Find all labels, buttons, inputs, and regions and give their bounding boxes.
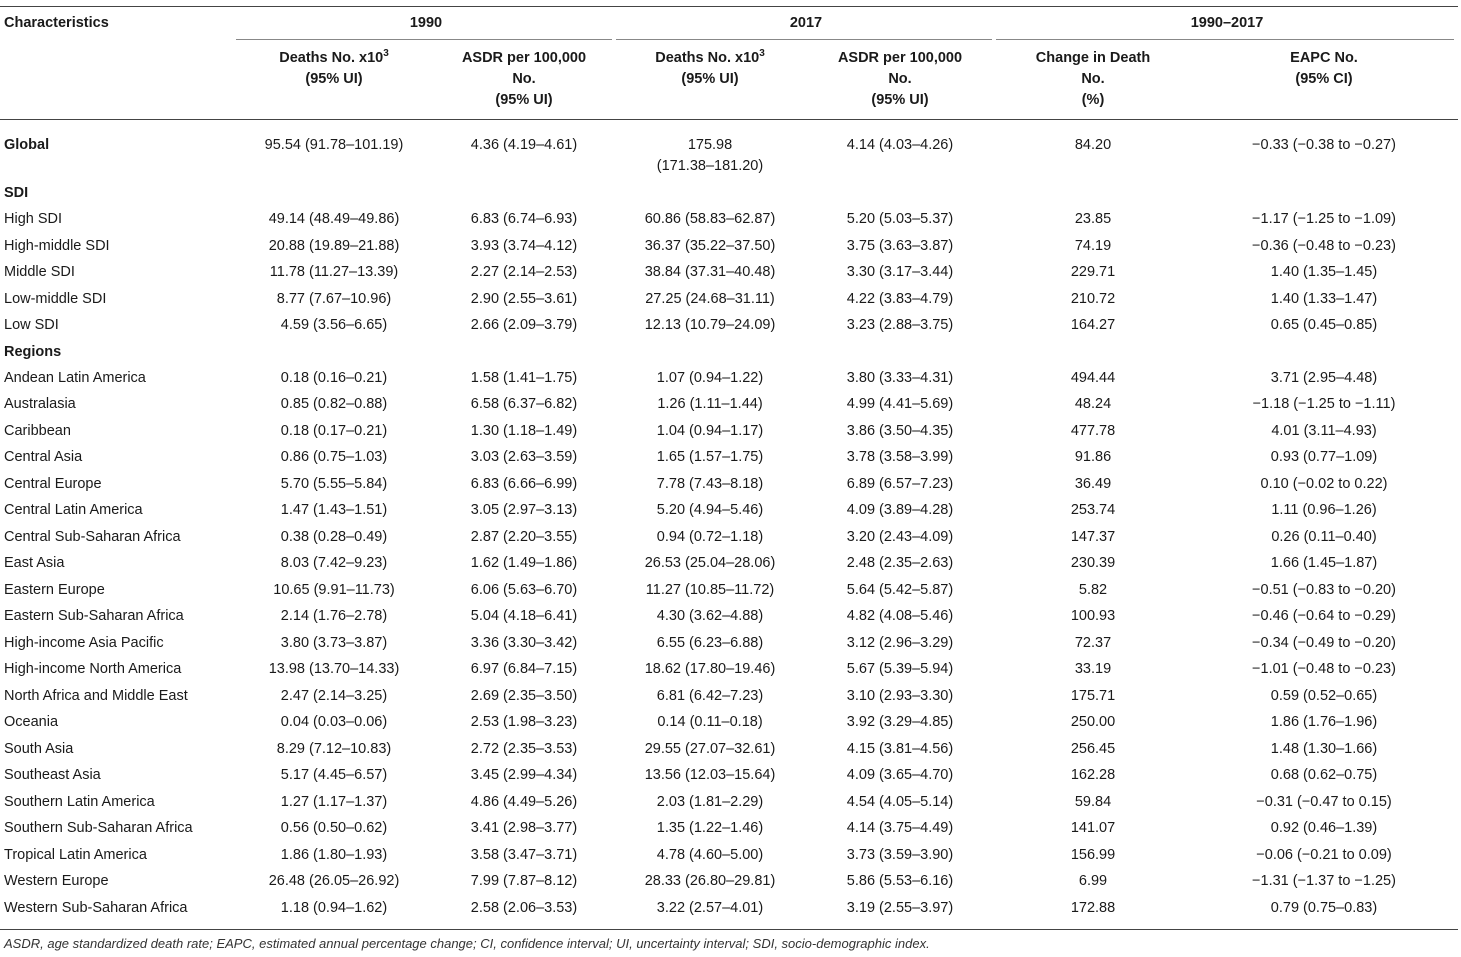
cell-eapc: 0.10 (−0.02 to 0.22) — [1260, 475, 1388, 492]
table-row — [0, 259, 1458, 286]
row-label: Middle SDI — [4, 264, 75, 280]
row-label: Andean Latin America — [4, 369, 146, 386]
table-row — [0, 286, 1458, 313]
cell-asdr-1990: 2.90 (2.55–3.61) — [470, 290, 578, 307]
table-row — [0, 206, 1458, 233]
cell-asdr-2017: 3.20 (2.43–4.09) — [846, 528, 954, 545]
cell-change: 156.99 — [1070, 846, 1116, 863]
cell-deaths-1990: 0.18 (0.17–0.21) — [280, 422, 388, 439]
row-label: Tropical Latin America — [4, 846, 147, 863]
cell-deaths-1990: 5.70 (5.55–5.84) — [280, 475, 388, 492]
subheader-change-line2: No. — [1081, 71, 1105, 87]
cell-change: 162.28 — [1070, 767, 1116, 783]
cell-deaths-2017: 1.26 (1.11–1.44) — [657, 396, 763, 412]
cell-deaths-1990: 26.48 (26.05–26.92) — [268, 873, 400, 889]
subheader-asdr-2017-line3: (95% UI) — [871, 92, 929, 108]
table-row — [0, 524, 1458, 551]
cell-asdr-2017: 3.12 (2.96–3.29) — [846, 634, 954, 651]
cell-change: 36.49 — [1074, 475, 1112, 492]
cell-eapc: 0.92 (0.46–1.39) — [1270, 820, 1378, 836]
cell-eapc: −1.18 (−1.25 to −1.11) — [1252, 396, 1396, 412]
cell-deaths-2017: 13.56 (12.03–15.64) — [644, 767, 776, 783]
row-label: Oceania — [4, 714, 59, 730]
cell-deaths-1990: 3.80 (3.73–3.87) — [280, 634, 388, 651]
row-label: North Africa and Middle East — [4, 687, 188, 704]
cell-asdr-1990: 4.36 (4.19–4.61) — [470, 137, 578, 153]
cell-deaths-2017: 26.53 (25.04–28.06) — [644, 555, 776, 571]
cell-eapc: 3.71 (2.95–4.48) — [1270, 369, 1378, 386]
header-1990-2017: 1990–2017 — [996, 7, 1458, 40]
table-row — [0, 418, 1458, 445]
cell-deaths-1990: 20.88 (19.89–21.88) — [268, 237, 400, 254]
cell-deaths-2017: 60.86 (58.83–62.87) — [644, 211, 776, 227]
cell-deaths-2017-value: 175.98 — [687, 137, 733, 153]
cell-eapc: 0.26 (0.11–0.40) — [1271, 528, 1377, 545]
cell-change: 253.74 — [1070, 502, 1116, 518]
table-row — [0, 233, 1458, 260]
row-label: Australasia — [4, 396, 76, 412]
cell-eapc: 1.48 (1.30–1.66) — [1270, 740, 1378, 757]
cell-change: 210.72 — [1070, 290, 1116, 307]
cell-deaths-1990: 1.47 (1.43–1.51) — [280, 502, 388, 518]
cell-deaths-2017: 3.22 (2.57–4.01) — [656, 899, 764, 916]
cell-asdr-1990: 1.58 (1.41–1.75) — [470, 369, 578, 386]
cell-deaths-1990: 0.18 (0.16–0.21) — [280, 369, 388, 386]
cell-asdr-1990: 3.58 (3.47–3.71) — [470, 846, 578, 863]
cell-eapc: 0.65 (0.45–0.85) — [1270, 317, 1378, 333]
cell-change: 175.71 — [1070, 687, 1116, 704]
cell-asdr-2017: 6.89 (6.57–7.23) — [846, 475, 954, 492]
cell-deaths-1990: 0.56 (0.50–0.62) — [280, 820, 388, 836]
cell-asdr-2017: 4.54 (4.05–5.14) — [846, 793, 954, 810]
cell-change: 477.78 — [1070, 422, 1116, 439]
row-label: Caribbean — [4, 422, 71, 439]
cell-asdr-1990: 2.53 (1.98–3.23) — [470, 714, 578, 730]
cell-asdr-2017: 3.73 (3.59–3.90) — [846, 846, 954, 863]
row-label: Low SDI — [4, 317, 59, 333]
cell-asdr-1990: 5.04 (4.18–6.41) — [470, 608, 578, 624]
cell-deaths-2017: 27.25 (24.68–31.11) — [645, 290, 775, 307]
row-label: Southern Latin America — [4, 793, 155, 810]
cell-asdr-2017: 5.86 (5.53–6.16) — [846, 873, 954, 889]
cell-asdr-2017: 4.82 (4.08–5.46) — [846, 608, 954, 624]
cell-asdr-2017: 4.09 (3.89–4.28) — [846, 502, 954, 518]
cell-eapc: 1.40 (1.33–1.47) — [1270, 290, 1378, 307]
subheader-deaths-2017 — [616, 40, 804, 119]
cell-change: 141.07 — [1070, 820, 1116, 836]
cell-deaths-1990: 0.85 (0.82–0.88) — [280, 396, 388, 412]
cell-deaths-2017: 1.07 (0.94–1.22) — [656, 369, 764, 386]
table-row — [0, 391, 1458, 418]
cell-change: 72.37 — [1074, 634, 1112, 651]
subheader-eapc — [1190, 40, 1458, 119]
cell-asdr-1990: 6.83 (6.66–6.99) — [470, 475, 578, 492]
row-label: Western Europe — [4, 873, 109, 889]
cell-asdr-2017: 4.14 (4.03–4.26) — [846, 137, 954, 153]
cell-deaths-2017: 38.84 (37.31–40.48) — [644, 264, 776, 280]
cell-deaths-1990: 11.78 (11.27–13.39) — [269, 264, 399, 280]
cell-eapc: −1.01 (−0.48 to −0.23) — [1252, 661, 1396, 677]
subheader-deaths-1990-line2: (95% UI) — [305, 71, 363, 87]
cell-change: 5.82 — [1078, 581, 1108, 598]
subheader-deaths-2017-sup: 3 — [759, 48, 765, 60]
cell-asdr-1990: 2.66 (2.09–3.79) — [470, 317, 578, 333]
cell-deaths-1990: 13.98 (13.70–14.33) — [268, 661, 400, 677]
cell-asdr-1990: 2.58 (2.06–3.53) — [470, 899, 578, 916]
cell-change: 230.39 — [1070, 555, 1116, 571]
subheader-change — [996, 40, 1190, 119]
cell-deaths-1990: 8.77 (7.67–10.96) — [276, 290, 392, 307]
section-sdi — [0, 180, 1458, 206]
cell-deaths-2017: 1.65 (1.57–1.75) — [656, 449, 764, 465]
header-characteristics: Characteristics — [4, 15, 109, 31]
cell-eapc: −1.17 (−1.25 to −1.09) — [1252, 211, 1396, 227]
cell-deaths-1990: 0.86 (0.75–1.03) — [280, 449, 388, 465]
row-label: Central Latin America — [4, 502, 143, 518]
section-label-sdi: SDI — [4, 185, 29, 201]
cell-deaths-2017 — [616, 132, 804, 180]
header-1990: 1990 — [236, 7, 616, 40]
table-row — [0, 842, 1458, 869]
table-row — [0, 789, 1458, 816]
cell-deaths-1990: 1.86 (1.80–1.93) — [280, 846, 388, 863]
cell-deaths-2017: 36.37 (35.22–37.50) — [644, 237, 776, 254]
cell-deaths-1990: 49.14 (48.49–49.86) — [268, 211, 400, 227]
cell-deaths-2017: 12.13 (10.79–24.09) — [644, 317, 776, 333]
cell-asdr-1990: 3.03 (2.63–3.59) — [470, 449, 578, 465]
cell-asdr-1990: 4.86 (4.49–5.26) — [470, 793, 578, 810]
table-row — [0, 815, 1458, 842]
cell-deaths-2017: 28.33 (26.80–29.81) — [644, 873, 776, 889]
table-row — [0, 683, 1458, 710]
cell-change: 59.84 — [1074, 793, 1112, 810]
data-table — [0, 6, 1458, 930]
table-row — [0, 577, 1458, 604]
cell-eapc: −0.31 (−0.47 to 0.15) — [1256, 793, 1392, 810]
cell-eapc: 1.86 (1.76–1.96) — [1270, 714, 1378, 730]
cell-asdr-2017: 3.75 (3.63–3.87) — [846, 237, 954, 254]
cell-eapc: −0.36 (−0.48 to −0.23) — [1252, 237, 1396, 254]
row-label: Western Sub-Saharan Africa — [4, 899, 188, 916]
subheader-asdr-2017-line2: No. — [888, 71, 912, 87]
cell-change: 147.37 — [1070, 528, 1116, 545]
row-label: Central Asia — [4, 449, 83, 465]
row-label: East Asia — [4, 555, 65, 571]
row-label: High SDI — [4, 211, 63, 227]
cell-change: 23.85 — [1074, 211, 1112, 227]
cell-asdr-2017: 4.14 (3.75–4.49) — [846, 820, 954, 836]
cell-asdr-1990: 3.45 (2.99–4.34) — [470, 767, 578, 783]
cell-deaths-1990: 1.27 (1.17–1.37) — [280, 793, 388, 810]
cell-asdr-1990: 1.62 (1.49–1.86) — [470, 555, 578, 571]
cell-change: 229.71 — [1070, 264, 1116, 280]
row-label: High-income Asia Pacific — [4, 634, 164, 651]
row-label: Southeast Asia — [4, 767, 101, 783]
cell-change: 6.99 — [1078, 873, 1108, 889]
cell-asdr-1990: 6.83 (6.74–6.93) — [470, 211, 578, 227]
cell-deaths-1990: 8.03 (7.42–9.23) — [280, 555, 388, 571]
cell-asdr-2017: 5.64 (5.42–5.87) — [846, 581, 954, 598]
row-label: Low-middle SDI — [4, 290, 107, 307]
cell-asdr-2017: 3.10 (2.93–3.30) — [846, 687, 954, 704]
cell-deaths-1990: 95.54 (91.78–101.19) — [264, 137, 404, 153]
cell-change: 48.24 — [1074, 396, 1112, 412]
subheader-eapc-line2: (95% CI) — [1295, 71, 1353, 87]
cell-deaths-1990: 8.29 (7.12–10.83) — [276, 740, 392, 757]
subheader-deaths-2017-line1: Deaths No. x10 — [655, 50, 760, 66]
cell-deaths-2017: 4.78 (4.60–5.00) — [656, 846, 764, 863]
cell-change: 100.93 — [1070, 608, 1116, 624]
cell-deaths-1990: 2.14 (1.76–2.78) — [280, 608, 388, 624]
subheader-asdr-1990 — [432, 40, 616, 119]
table-row — [0, 736, 1458, 763]
cell-asdr-2017: 4.22 (3.83–4.79) — [846, 290, 954, 307]
cell-asdr-1990: 2.27 (2.14–2.53) — [470, 264, 578, 280]
cell-asdr-1990: 6.58 (6.37–6.82) — [470, 396, 578, 412]
subheader-asdr-1990-line3: (95% UI) — [495, 92, 553, 108]
table-row — [0, 365, 1458, 392]
subheader-asdr-1990-line1: ASDR per 100,000 — [461, 50, 587, 66]
row-label: High-middle SDI — [4, 237, 110, 254]
cell-deaths-2017-ui: (171.38–181.20) — [656, 158, 764, 174]
cell-eapc: 0.93 (0.77–1.09) — [1270, 449, 1378, 465]
cell-deaths-2017: 0.14 (0.11–0.18) — [657, 714, 763, 730]
table-row — [0, 656, 1458, 683]
cell-asdr-2017: 5.20 (5.03–5.37) — [846, 211, 954, 227]
cell-deaths-1990: 10.65 (9.91–11.73) — [273, 581, 395, 598]
cell-eapc: 0.59 (0.52–0.65) — [1270, 687, 1378, 704]
cell-asdr-1990: 3.36 (3.30–3.42) — [470, 634, 578, 651]
cell-deaths-2017: 2.03 (1.81–2.29) — [656, 793, 764, 810]
cell-asdr-1990: 2.69 (2.35–3.50) — [470, 687, 578, 704]
cell-change: 91.86 — [1074, 449, 1112, 465]
cell-asdr-1990: 2.72 (2.35–3.53) — [470, 740, 578, 757]
cell-asdr-2017: 3.23 (2.88–3.75) — [846, 317, 954, 333]
cell-change: 74.19 — [1074, 237, 1112, 254]
cell-asdr-1990: 3.93 (3.74–4.12) — [470, 237, 578, 254]
cell-asdr-1990: 7.99 (7.87–8.12) — [470, 873, 578, 889]
cell-asdr-2017: 2.48 (2.35–2.63) — [846, 555, 954, 571]
cell-eapc: −1.31 (−1.37 to −1.25) — [1252, 873, 1396, 889]
cell-asdr-1990: 3.05 (2.97–3.13) — [470, 502, 578, 518]
cell-deaths-2017: 0.94 (0.72–1.18) — [656, 528, 764, 545]
subheader-deaths-1990 — [236, 40, 432, 119]
table-row — [0, 312, 1458, 339]
table-row — [0, 895, 1458, 922]
cell-asdr-1990: 3.41 (2.98–3.77) — [470, 820, 578, 836]
cell-eapc: −0.06 (−0.21 to 0.09) — [1256, 846, 1392, 863]
subheader-empty — [0, 40, 236, 119]
cell-deaths-1990: 4.59 (3.56–6.65) — [280, 317, 388, 333]
cell-change: 84.20 — [1074, 137, 1112, 153]
cell-eapc: −0.34 (−0.49 to −0.20) — [1252, 634, 1396, 651]
subheader-deaths-2017-line2: (95% UI) — [681, 71, 739, 87]
cell-deaths-1990: 2.47 (2.14–3.25) — [280, 687, 388, 704]
cell-change: 256.45 — [1070, 740, 1116, 757]
section-regions — [0, 339, 1458, 365]
cell-eapc: 1.66 (1.45–1.87) — [1270, 555, 1378, 571]
subheader-asdr-2017 — [804, 40, 996, 119]
subheader-asdr-2017-line1: ASDR per 100,000 — [837, 50, 963, 66]
subheader-asdr-1990-line2: No. — [512, 71, 536, 87]
cell-deaths-2017: 1.04 (0.94–1.17) — [656, 422, 764, 439]
cell-deaths-2017: 6.81 (6.42–7.23) — [656, 687, 764, 704]
cell-asdr-1990: 6.06 (5.63–6.70) — [470, 581, 578, 598]
cell-asdr-2017: 3.19 (2.55–3.97) — [846, 899, 954, 916]
table-row — [0, 709, 1458, 736]
table-row — [0, 868, 1458, 895]
cell-eapc: −0.46 (−0.64 to −0.29) — [1252, 608, 1396, 624]
cell-asdr-2017: 5.67 (5.39–5.94) — [846, 661, 954, 677]
table-row-global — [0, 132, 1458, 180]
cell-deaths-2017: 7.78 (7.43–8.18) — [656, 475, 764, 492]
row-label: Eastern Europe — [4, 581, 105, 598]
cell-asdr-2017: 3.86 (3.50–4.35) — [846, 422, 954, 439]
cell-eapc: −0.51 (−0.83 to −0.20) — [1252, 581, 1396, 598]
cell-deaths-2017: 5.20 (4.94–5.46) — [656, 502, 764, 518]
cell-deaths-1990: 0.38 (0.28–0.49) — [280, 528, 388, 545]
subheader-deaths-1990-sup: 3 — [383, 48, 389, 60]
cell-change: 164.27 — [1070, 317, 1116, 333]
cell-change: 250.00 — [1070, 714, 1116, 730]
row-label: Central Sub-Saharan Africa — [4, 528, 181, 545]
cell-deaths-2017: 11.27 (10.85–11.72) — [645, 581, 775, 598]
cell-deaths-2017: 1.35 (1.22–1.46) — [656, 820, 764, 836]
cell-change: 33.19 — [1074, 661, 1112, 677]
cell-deaths-1990: 1.18 (0.94–1.62) — [280, 899, 388, 916]
cell-eapc: 1.40 (1.35–1.45) — [1270, 264, 1378, 280]
cell-asdr-2017: 4.15 (3.81–4.56) — [846, 740, 954, 757]
row-label: Eastern Sub-Saharan Africa — [4, 608, 184, 624]
row-label: South Asia — [4, 740, 74, 757]
cell-asdr-2017: 3.30 (3.17–3.44) — [846, 264, 954, 280]
cell-deaths-2017: 18.62 (17.80–19.46) — [644, 661, 776, 677]
cell-deaths-2017: 4.30 (3.62–4.88) — [656, 608, 764, 624]
cell-change: 494.44 — [1070, 369, 1116, 386]
cell-eapc: −0.33 (−0.38 to −0.27) — [1252, 137, 1396, 153]
subheader-change-line3: (%) — [1081, 92, 1105, 108]
subheader-change-line1: Change in Death — [1035, 50, 1151, 66]
table-row — [0, 497, 1458, 524]
row-label: Central Europe — [4, 475, 102, 492]
table-footnote: ASDR, age standardized death rate; EAPC, estimated annual percentage change; CI, confidence interval; UI, uncertainty interval; SDI, socio-demographic index. — [4, 936, 930, 951]
cell-asdr-2017: 3.80 (3.33–4.31) — [846, 369, 954, 386]
row-label: High-income North America — [4, 661, 182, 677]
subheader-eapc-line1: EAPC No. — [1290, 50, 1358, 66]
cell-asdr-1990: 1.30 (1.18–1.49) — [470, 422, 578, 439]
row-label: Southern Sub-Saharan Africa — [4, 820, 193, 836]
cell-asdr-2017: 4.09 (3.65–4.70) — [846, 767, 954, 783]
cell-eapc: 1.11 (0.96–1.26) — [1271, 502, 1377, 518]
cell-asdr-2017: 3.78 (3.58–3.99) — [846, 449, 954, 465]
table-row — [0, 630, 1458, 657]
cell-deaths-1990: 0.04 (0.03–0.06) — [280, 714, 388, 730]
subheader-deaths-1990-line1: Deaths No. x10 — [279, 50, 384, 66]
header-2017: 2017 — [616, 7, 996, 40]
cell-eapc: 0.79 (0.75–0.83) — [1270, 899, 1378, 916]
cell-asdr-1990: 2.87 (2.20–3.55) — [470, 528, 578, 545]
row-label: Global — [4, 137, 50, 153]
cell-deaths-1990: 5.17 (4.45–6.57) — [280, 767, 388, 783]
table-row — [0, 762, 1458, 789]
table-row — [0, 550, 1458, 577]
table-row — [0, 471, 1458, 498]
table-row — [0, 444, 1458, 471]
cell-asdr-2017: 4.99 (4.41–5.69) — [846, 396, 954, 412]
cell-deaths-2017: 6.55 (6.23–6.88) — [656, 634, 764, 651]
section-label-regions: Regions — [4, 343, 62, 360]
cell-change: 172.88 — [1070, 899, 1116, 916]
cell-asdr-1990: 6.97 (6.84–7.15) — [470, 661, 578, 677]
cell-eapc: 4.01 (3.11–4.93) — [1271, 422, 1377, 439]
table-row — [0, 603, 1458, 630]
cell-eapc: 0.68 (0.62–0.75) — [1270, 767, 1378, 783]
cell-asdr-2017: 3.92 (3.29–4.85) — [846, 714, 954, 730]
cell-deaths-2017: 29.55 (27.07–32.61) — [644, 740, 776, 757]
